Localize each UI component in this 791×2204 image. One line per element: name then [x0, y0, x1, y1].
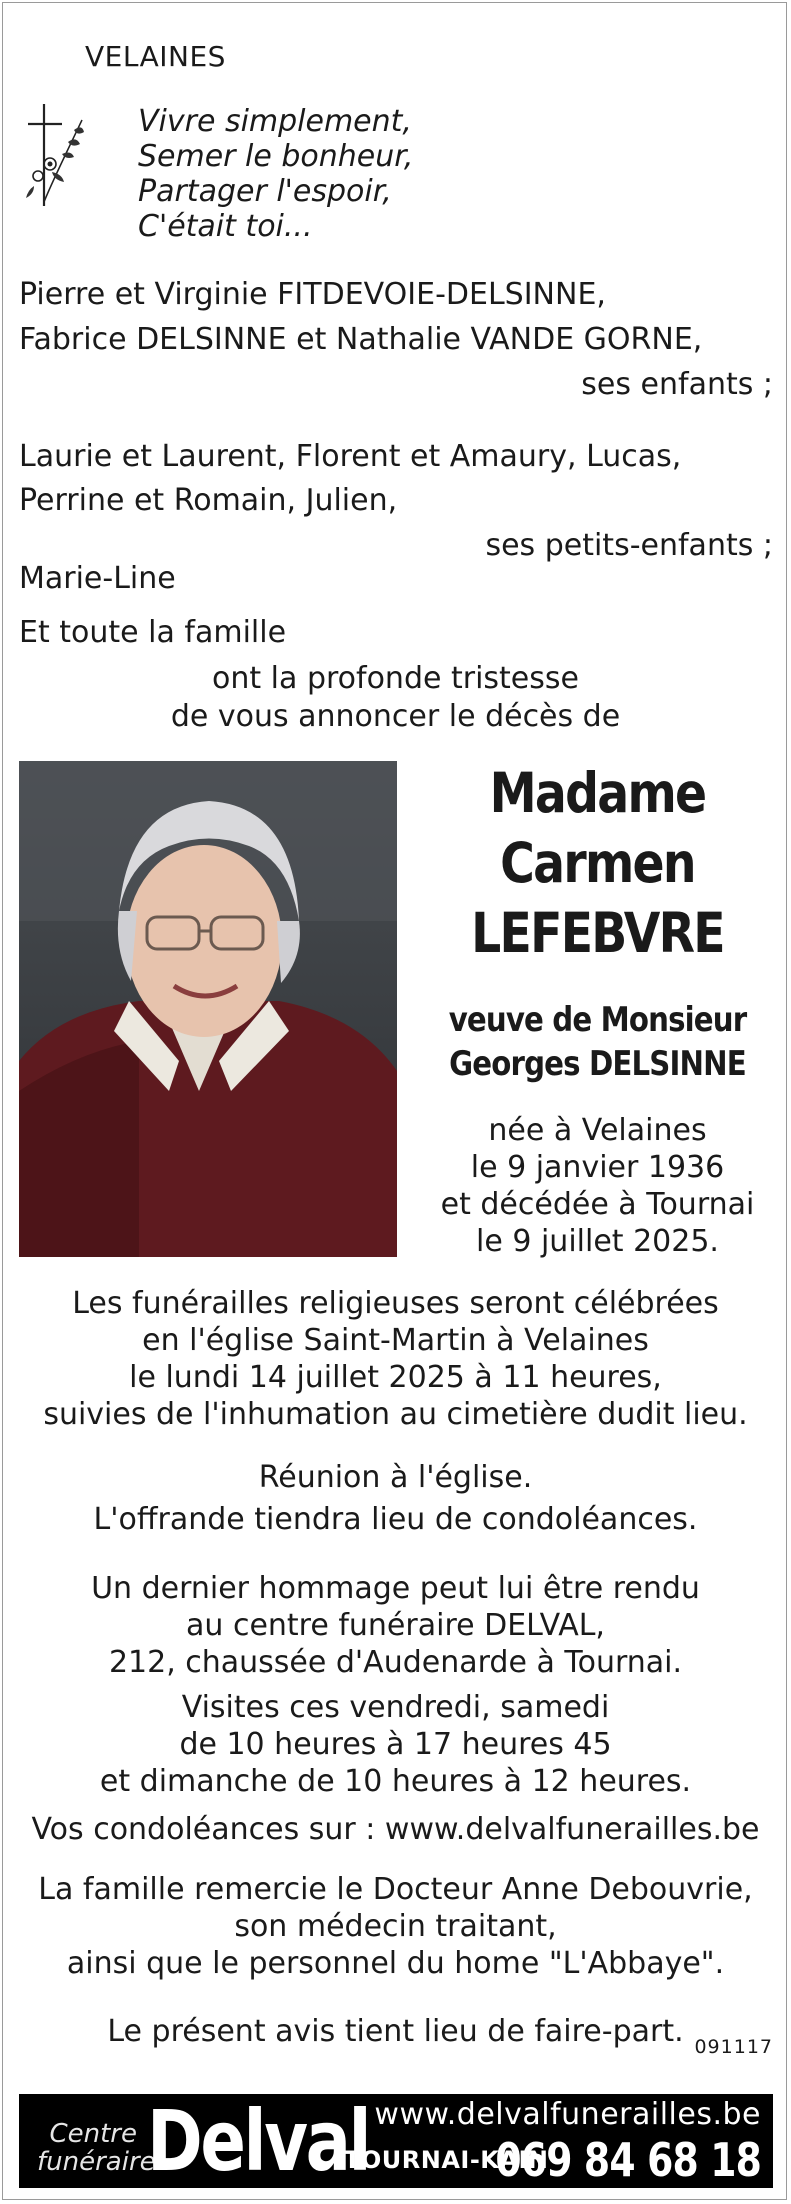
deceased-last-name: LEFEBVRE: [471, 901, 724, 965]
homage-block: [0, 1570, 791, 1681]
poem-line: Semer le bonheur,: [138, 139, 414, 174]
funeral-line: en l'église Saint-Martin à Velaines: [142, 1323, 649, 1358]
widow-line-1: veuve de Monsieur: [448, 1000, 747, 1040]
reunion-block: [0, 1459, 791, 1538]
deceased-first-name: Carmen: [500, 831, 695, 895]
place-heading: VELAINES: [85, 40, 226, 73]
dates-block: [420, 1112, 775, 1260]
children-line-1: Pierre et Virginie FITDEVOIE-DELSINNE,: [19, 277, 606, 312]
date-line: le 9 janvier 1936: [470, 1150, 725, 1185]
notice-line: Le présent avis tient lieu de faire-part.: [107, 2014, 684, 2049]
date-line: et décédée à Tournai: [440, 1187, 755, 1222]
announce-line-2: de vous annoncer le décès de: [170, 699, 621, 734]
reunion-line: Réunion à l'église.: [258, 1460, 533, 1495]
homage-line: au centre funéraire DELVAL,: [186, 1608, 605, 1643]
all-family-line: Et toute la famille: [19, 615, 287, 650]
thanks-line: La famille remercie le Docteur Anne Debouvrie,: [38, 1872, 753, 1907]
funeral-home-banner: [19, 2094, 773, 2188]
deceased-title: Madame: [489, 761, 706, 825]
poem: [138, 104, 413, 244]
visits-line: Visites ces vendredi, samedi: [181, 1690, 610, 1725]
grandchildren-line-2: Perrine et Romain, Julien,: [19, 483, 398, 518]
date-line: le 9 juillet 2025.: [476, 1224, 719, 1259]
children-role: ses enfants ;: [581, 367, 773, 402]
funeral-line: Les funérailles religieuses seront célébrées: [72, 1286, 719, 1321]
thanks-line: ainsi que le personnel du home "L'Abbaye".: [66, 1946, 725, 1981]
visits-line: de 10 heures à 17 heures 45: [179, 1727, 612, 1762]
cross-with-flowers-icon: [22, 102, 88, 210]
poem-line: Vivre simplement,: [138, 104, 412, 139]
widow-block: [420, 998, 775, 1086]
portrait-photo: [19, 761, 397, 1257]
widow-line-2: Georges DELSINNE: [449, 1044, 746, 1084]
homage-line: 212, chaussée d'Audenarde à Tournai.: [108, 1645, 683, 1680]
poem-line: C'était toi...: [138, 209, 313, 244]
grandchildren-role: ses petits-enfants ;: [485, 528, 773, 563]
poem-line: Partager l'espoir,: [138, 174, 392, 209]
phone-number[interactable]: 069 84 68 18: [495, 2133, 761, 2187]
date-line: née à Velaines: [488, 1113, 707, 1148]
centre-funeraire-label: [37, 2119, 156, 2177]
condolences-line: Vos condoléances sur : www.delvalfunerailles.be: [31, 1812, 760, 1847]
homage-line: Un dernier hommage peut lui être rendu: [91, 1571, 700, 1606]
thanks-block: [0, 1871, 791, 1982]
centre-line-1: Centre: [49, 2119, 137, 2149]
visits-block: [0, 1689, 791, 1800]
funeral-line: suivies de l'inhumation au cimetière dudit lieu.: [43, 1397, 748, 1432]
children-line-2: Fabrice DELSINNE et Nathalie VANDE GORNE,: [19, 322, 703, 357]
thanks-line: son médecin traitant,: [234, 1909, 557, 1944]
other-family-member: Marie-Line: [19, 561, 176, 596]
reunion-line: L'offrande tiendra lieu de condoléances.: [93, 1502, 698, 1537]
visits-line: et dimanche de 10 heures à 12 heures.: [99, 1764, 692, 1799]
reference-number: 091117: [694, 2036, 773, 2058]
announce-line-1: ont la profonde tristesse: [212, 661, 579, 696]
city-label: TOURNAI-KAIN: [344, 2146, 549, 2174]
brand-logo: Delval: [147, 2092, 370, 2190]
funeral-block: [0, 1285, 791, 1433]
deceased-name-block: [420, 758, 775, 968]
funeral-line: le lundi 14 juillet 2025 à 11 heures,: [129, 1360, 662, 1395]
centre-line-2: funéraire: [37, 2147, 156, 2177]
website-link[interactable]: www.delvalfunerailles.be: [374, 2097, 761, 2132]
grandchildren-line-1: Laurie et Laurent, Florent et Amaury, Lucas,: [19, 439, 682, 474]
